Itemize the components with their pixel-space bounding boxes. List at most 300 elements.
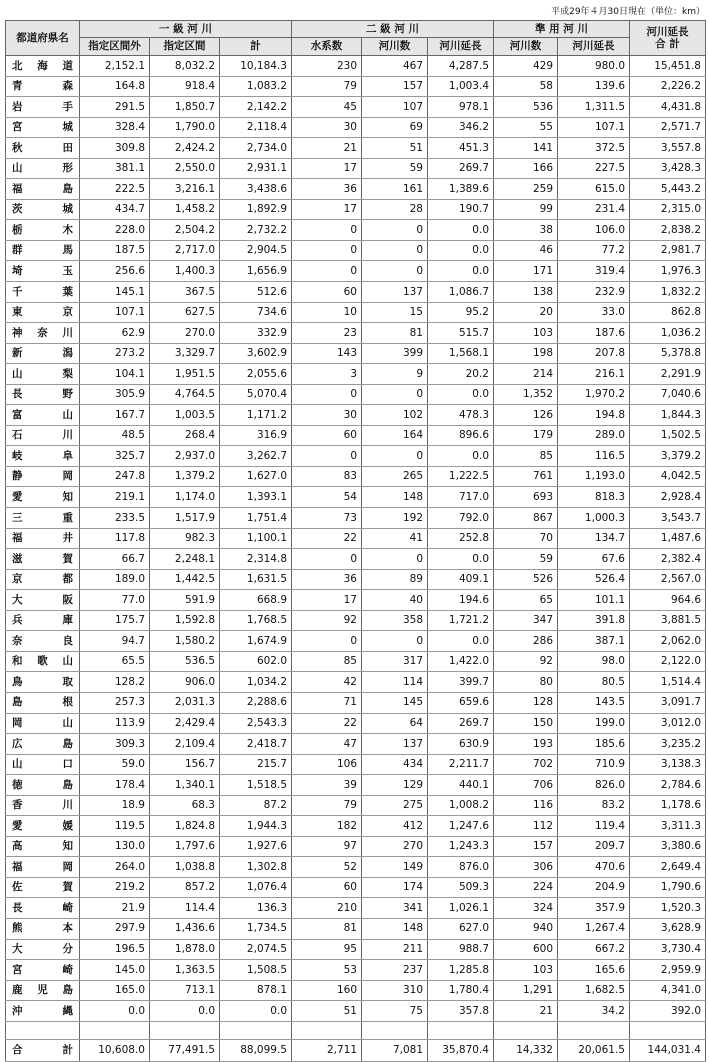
table-cell: 3,216.1 — [150, 179, 220, 200]
table-row — [6, 261, 706, 282]
table-cell — [558, 1021, 630, 1039]
table-cell: 38 — [494, 220, 558, 241]
table-cell: 3,091.7 — [630, 692, 706, 713]
table-cell: 79 — [292, 76, 362, 97]
table-cell: 0 — [362, 240, 428, 261]
table-cell: 22 — [292, 713, 362, 734]
table-cell: 69 — [362, 117, 428, 138]
table-cell: 1,008.2 — [428, 795, 494, 816]
table-cell: 347 — [494, 610, 558, 631]
table-cell: 659.6 — [428, 692, 494, 713]
table-cell: 4,287.5 — [428, 56, 494, 77]
prefecture-name — [6, 1021, 80, 1039]
table-cell: 2,550.0 — [150, 158, 220, 179]
table-cell: 409.1 — [428, 569, 494, 590]
table-cell: 4,341.0 — [630, 980, 706, 1001]
table-cell: 256.6 — [80, 261, 150, 282]
table-cell: 717.0 — [428, 487, 494, 508]
table-cell: 7,081 — [362, 1039, 428, 1061]
table-row — [6, 918, 706, 939]
table-cell: 51 — [292, 1001, 362, 1022]
table-cell: 54 — [292, 487, 362, 508]
table-cell: 2,838.2 — [630, 220, 706, 241]
table-cell: 1,083.2 — [220, 76, 292, 97]
table-row — [6, 199, 706, 220]
table-cell: 1,174.0 — [150, 487, 220, 508]
table-cell: 268.4 — [150, 425, 220, 446]
table-cell: 164.8 — [80, 76, 150, 97]
table-cell: 509.3 — [428, 877, 494, 898]
table-cell: 309.3 — [80, 734, 150, 755]
table-cell: 103 — [494, 960, 558, 981]
table-cell — [362, 1021, 428, 1039]
table-cell: 876.0 — [428, 857, 494, 878]
prefecture-name: 長野 — [6, 384, 80, 405]
table-row — [6, 56, 706, 77]
table-cell: 9 — [362, 364, 428, 385]
table-cell: 144,031.4 — [630, 1039, 706, 1061]
table-cell: 0.0 — [428, 549, 494, 570]
table-cell: 237 — [362, 960, 428, 981]
table-cell: 139.6 — [558, 76, 630, 97]
prefecture-name: 福岡 — [6, 857, 80, 878]
table-cell: 1,790.6 — [630, 877, 706, 898]
table-cell: 0 — [362, 220, 428, 241]
table-cell: 194.8 — [558, 405, 630, 426]
table-cell: 15,451.8 — [630, 56, 706, 77]
table-cell: 2,904.5 — [220, 240, 292, 261]
table-cell: 21.9 — [80, 898, 150, 919]
table-row — [6, 528, 706, 549]
table-cell: 1,442.5 — [150, 569, 220, 590]
table-row — [6, 898, 706, 919]
table-row — [6, 508, 706, 529]
table-cell: 2,429.4 — [150, 713, 220, 734]
header-prefecture: 都道府県名 — [6, 21, 80, 56]
table-cell: 512.6 — [220, 282, 292, 303]
table-cell: 165.0 — [80, 980, 150, 1001]
table-cell: 77.0 — [80, 590, 150, 611]
table-cell: 434 — [362, 754, 428, 775]
table-cell: 1,832.2 — [630, 282, 706, 303]
prefecture-name: 山梨 — [6, 364, 80, 385]
table-cell: 128.2 — [80, 672, 150, 693]
table-cell: 3,730.4 — [630, 939, 706, 960]
table-cell: 2,315.0 — [630, 199, 706, 220]
table-cell: 83.2 — [558, 795, 630, 816]
table-cell: 106 — [292, 754, 362, 775]
table-cell: 3,329.7 — [150, 343, 220, 364]
table-cell — [150, 1021, 220, 1039]
prefecture-name: 熊本 — [6, 918, 80, 939]
table-cell: 2,717.0 — [150, 240, 220, 261]
table-cell — [494, 1021, 558, 1039]
table-cell: 141 — [494, 138, 558, 159]
table-cell: 0 — [362, 261, 428, 282]
table-cell: 137 — [362, 734, 428, 755]
table-cell: 2,031.3 — [150, 692, 220, 713]
table-cell: 106.0 — [558, 220, 630, 241]
table-cell: 878.1 — [220, 980, 292, 1001]
table-cell: 0 — [292, 384, 362, 405]
table-cell: 2,543.3 — [220, 713, 292, 734]
table-cell: 60 — [292, 282, 362, 303]
table-cell: 367.5 — [150, 282, 220, 303]
table-cell: 257.3 — [80, 692, 150, 713]
table-cell: 526 — [494, 569, 558, 590]
table-cell: 23 — [292, 323, 362, 344]
header-class2-rivers: 二 級 河 川 — [292, 21, 494, 38]
table-cell: 3,602.9 — [220, 343, 292, 364]
prefecture-name: 和歌山 — [6, 651, 80, 672]
prefecture-name: 福井 — [6, 528, 80, 549]
table-cell: 2,152.1 — [80, 56, 150, 77]
table-cell: 387.1 — [558, 631, 630, 652]
table-cell: 1,458.2 — [150, 199, 220, 220]
table-cell: 5,378.8 — [630, 343, 706, 364]
table-cell: 119.5 — [80, 816, 150, 837]
table-cell: 216.1 — [558, 364, 630, 385]
table-cell: 1,285.8 — [428, 960, 494, 981]
table-row — [6, 610, 706, 631]
table-cell: 214 — [494, 364, 558, 385]
table-cell: 15 — [362, 302, 428, 323]
table-cell: 357.9 — [558, 898, 630, 919]
table-cell: 21 — [292, 138, 362, 159]
table-cell: 40 — [362, 590, 428, 611]
table-row — [6, 364, 706, 385]
table-cell: 0.0 — [428, 384, 494, 405]
header-quasi-rivers: 準 用 河 川 — [494, 21, 630, 38]
table-cell: 104.1 — [80, 364, 150, 385]
table-cell: 0.0 — [220, 1001, 292, 1022]
table-row — [6, 158, 706, 179]
table-cell: 1,243.3 — [428, 836, 494, 857]
table-cell: 1,267.4 — [558, 918, 630, 939]
table-cell: 231.4 — [558, 199, 630, 220]
table-cell: 194.6 — [428, 590, 494, 611]
table-cell: 0 — [292, 446, 362, 467]
table-cell: 164 — [362, 425, 428, 446]
table-cell: 175.7 — [80, 610, 150, 631]
table-cell: 988.7 — [428, 939, 494, 960]
table-cell: 62.9 — [80, 323, 150, 344]
table-cell: 391.8 — [558, 610, 630, 631]
table-cell: 434.7 — [80, 199, 150, 220]
table-cell: 3,138.3 — [630, 754, 706, 775]
table-cell: 179 — [494, 425, 558, 446]
table-cell: 3,311.3 — [630, 816, 706, 837]
prefecture-name: 新潟 — [6, 343, 80, 364]
prefecture-name: 千葉 — [6, 282, 80, 303]
table-cell: 2,109.4 — [150, 734, 220, 755]
table-cell: 982.3 — [150, 528, 220, 549]
header-class1-rivers: 一 級 河 川 — [80, 21, 292, 38]
table-row — [6, 775, 706, 796]
table-cell: 1,514.4 — [630, 672, 706, 693]
table-cell: 89 — [362, 569, 428, 590]
table-cell: 526.4 — [558, 569, 630, 590]
table-cell: 4,764.5 — [150, 384, 220, 405]
table-cell: 269.7 — [428, 158, 494, 179]
prefecture-name: 宮崎 — [6, 960, 80, 981]
table-cell: 2,931.1 — [220, 158, 292, 179]
table-cell: 157 — [494, 836, 558, 857]
table-cell: 30 — [292, 117, 362, 138]
table-cell: 440.1 — [428, 775, 494, 796]
table-cell: 157 — [362, 76, 428, 97]
table-row — [6, 240, 706, 261]
table-row — [6, 425, 706, 446]
table-cell: 668.9 — [220, 590, 292, 611]
table-cell: 64 — [362, 713, 428, 734]
table-row — [6, 343, 706, 364]
table-cell: 1,340.1 — [150, 775, 220, 796]
table-cell: 7,040.6 — [630, 384, 706, 405]
table-cell: 95.2 — [428, 302, 494, 323]
table-cell: 3,543.7 — [630, 508, 706, 529]
unit-note: 平成29年４月30日現在（単位：km） — [551, 7, 705, 17]
table-cell: 1,422.0 — [428, 651, 494, 672]
table-cell: 130.0 — [80, 836, 150, 857]
prefecture-name: 東京 — [6, 302, 80, 323]
table-cell: 97 — [292, 836, 362, 857]
table-cell: 1,682.5 — [558, 980, 630, 1001]
prefecture-name: 佐賀 — [6, 877, 80, 898]
prefecture-name: 山形 — [6, 158, 80, 179]
table-cell: 112 — [494, 816, 558, 837]
table-cell: 1,656.9 — [220, 261, 292, 282]
table-cell: 1,631.5 — [220, 569, 292, 590]
blank-row — [6, 1021, 706, 1039]
table-cell: 2,248.1 — [150, 549, 220, 570]
prefecture-name: 滋賀 — [6, 549, 80, 570]
table-cell: 2,504.2 — [150, 220, 220, 241]
table-row — [6, 384, 706, 405]
table-row — [6, 302, 706, 323]
table-cell: 117.8 — [80, 528, 150, 549]
table-cell: 17 — [292, 199, 362, 220]
prefecture-name: 愛媛 — [6, 816, 80, 837]
table-cell: 145.0 — [80, 960, 150, 981]
table-cell: 215.7 — [220, 754, 292, 775]
table-cell: 1,100.1 — [220, 528, 292, 549]
table-cell: 36 — [292, 179, 362, 200]
table-cell: 41 — [362, 528, 428, 549]
table-cell: 36 — [292, 569, 362, 590]
river-length-table — [5, 20, 706, 1062]
table-row — [6, 76, 706, 97]
table-cell: 4,042.5 — [630, 466, 706, 487]
table-row — [6, 97, 706, 118]
table-cell: 0.0 — [428, 240, 494, 261]
table-cell: 192 — [362, 508, 428, 529]
table-cell: 10,184.3 — [220, 56, 292, 77]
prefecture-name: 北海道 — [6, 56, 80, 77]
table-cell: 818.3 — [558, 487, 630, 508]
prefecture-name: 岩手 — [6, 97, 80, 118]
table-cell: 0.0 — [428, 631, 494, 652]
table-cell: 3,438.6 — [220, 179, 292, 200]
table-cell: 1,003.5 — [150, 405, 220, 426]
table-cell: 341 — [362, 898, 428, 919]
prefecture-name: 青森 — [6, 76, 80, 97]
table-cell: 1,400.3 — [150, 261, 220, 282]
table-cell: 761 — [494, 466, 558, 487]
table-cell: 85 — [292, 651, 362, 672]
table-cell: 1,436.6 — [150, 918, 220, 939]
table-cell: 1,592.8 — [150, 610, 220, 631]
table-cell: 259 — [494, 179, 558, 200]
table-cell: 3,881.5 — [630, 610, 706, 631]
prefecture-name: 長崎 — [6, 898, 80, 919]
table-cell: 317 — [362, 651, 428, 672]
prefecture-name: 香川 — [6, 795, 80, 816]
table-cell: 167.7 — [80, 405, 150, 426]
table-cell: 3,012.0 — [630, 713, 706, 734]
prefecture-name: 広島 — [6, 734, 80, 755]
table-cell: 734.6 — [220, 302, 292, 323]
table-row — [6, 836, 706, 857]
table-cell: 85 — [494, 446, 558, 467]
table-cell: 1,086.7 — [428, 282, 494, 303]
table-cell: 137 — [362, 282, 428, 303]
prefecture-name: 愛知 — [6, 487, 80, 508]
table-cell: 190.7 — [428, 199, 494, 220]
table-body — [6, 56, 706, 1062]
table-cell: 116 — [494, 795, 558, 816]
table-cell: 193 — [494, 734, 558, 755]
table-cell: 60 — [292, 425, 362, 446]
table-cell: 103 — [494, 323, 558, 344]
table-cell: 199.0 — [558, 713, 630, 734]
table-cell: 615.0 — [558, 179, 630, 200]
table-cell: 1,171.2 — [220, 405, 292, 426]
header-sub: 水系数 — [292, 38, 362, 56]
table-cell: 1,076.4 — [220, 877, 292, 898]
prefecture-name: 富山 — [6, 405, 80, 426]
table-cell: 17 — [292, 590, 362, 611]
table-cell: 0.0 — [80, 1001, 150, 1022]
table-cell: 429 — [494, 56, 558, 77]
table-cell: 381.1 — [80, 158, 150, 179]
table-cell: 2,959.9 — [630, 960, 706, 981]
table-row — [6, 754, 706, 775]
table-cell: 59.0 — [80, 754, 150, 775]
table-cell: 224 — [494, 877, 558, 898]
table-row — [6, 179, 706, 200]
table-cell — [220, 1021, 292, 1039]
table-cell: 265 — [362, 466, 428, 487]
table-cell: 1,951.5 — [150, 364, 220, 385]
table-cell: 3,428.3 — [630, 158, 706, 179]
table-cell: 107 — [362, 97, 428, 118]
table-cell: 30 — [292, 405, 362, 426]
table-cell: 2,567.0 — [630, 569, 706, 590]
table-cell: 233.5 — [80, 508, 150, 529]
prefecture-name: 鹿児島 — [6, 980, 80, 1001]
table-cell: 2,784.6 — [630, 775, 706, 796]
table-cell: 357.8 — [428, 1001, 494, 1022]
prefecture-name: 大分 — [6, 939, 80, 960]
table-cell: 1,291 — [494, 980, 558, 1001]
table-cell: 1,790.0 — [150, 117, 220, 138]
table-cell: 1,508.5 — [220, 960, 292, 981]
table-cell: 136.3 — [220, 898, 292, 919]
table-cell: 1,844.3 — [630, 405, 706, 426]
table-cell — [630, 1021, 706, 1039]
table-cell: 187.5 — [80, 240, 150, 261]
table-cell: 372.5 — [558, 138, 630, 159]
table-cell: 862.8 — [630, 302, 706, 323]
prefecture-name: 三重 — [6, 508, 80, 529]
prefecture-name: 宮城 — [6, 117, 80, 138]
table-cell: 2,314.8 — [220, 549, 292, 570]
table-cell: 1,674.9 — [220, 631, 292, 652]
prefecture-name: 兵庫 — [6, 610, 80, 631]
table-row — [6, 446, 706, 467]
table-cell: 286 — [494, 631, 558, 652]
table-cell: 291.5 — [80, 97, 150, 118]
table-cell: 70 — [494, 528, 558, 549]
prefecture-name: 茨城 — [6, 199, 80, 220]
table-cell — [428, 1021, 494, 1039]
table-cell: 2,142.2 — [220, 97, 292, 118]
table-cell: 1,311.5 — [558, 97, 630, 118]
table-cell: 399 — [362, 343, 428, 364]
table-cell: 211 — [362, 939, 428, 960]
table-cell: 80.5 — [558, 672, 630, 693]
table-cell: 107.1 — [558, 117, 630, 138]
table-cell: 2,288.6 — [220, 692, 292, 713]
table-cell: 2,928.4 — [630, 487, 706, 508]
table-cell: 58 — [494, 76, 558, 97]
table-cell: 73 — [292, 508, 362, 529]
table-cell: 8,032.2 — [150, 56, 220, 77]
table-cell: 0 — [292, 240, 362, 261]
table-cell: 42 — [292, 672, 362, 693]
table-cell: 270.0 — [150, 323, 220, 344]
table-cell: 2,571.7 — [630, 117, 706, 138]
table-cell: 706 — [494, 775, 558, 796]
prefecture-name: 岡山 — [6, 713, 80, 734]
table-cell: 114.4 — [150, 898, 220, 919]
table-cell: 0.0 — [150, 1001, 220, 1022]
table-cell: 178.4 — [80, 775, 150, 796]
table-cell: 273.2 — [80, 343, 150, 364]
table-row — [6, 1001, 706, 1022]
table-cell: 75 — [362, 1001, 428, 1022]
table-cell: 1,518.5 — [220, 775, 292, 796]
table-cell: 1,976.3 — [630, 261, 706, 282]
table-cell: 328.4 — [80, 117, 150, 138]
table-cell: 3,262.7 — [220, 446, 292, 467]
table-cell: 160 — [292, 980, 362, 1001]
table-cell: 602.0 — [220, 651, 292, 672]
table-cell: 67.6 — [558, 549, 630, 570]
table-cell: 39 — [292, 775, 362, 796]
table-cell: 35,870.4 — [428, 1039, 494, 1061]
table-cell: 2,649.4 — [630, 857, 706, 878]
table-cell: 2,055.6 — [220, 364, 292, 385]
table-cell: 310 — [362, 980, 428, 1001]
table-cell: 1,627.0 — [220, 466, 292, 487]
table-cell: 2,418.7 — [220, 734, 292, 755]
header-sub: 計 — [220, 38, 292, 56]
table-cell: 52 — [292, 857, 362, 878]
table-cell: 2,118.4 — [220, 117, 292, 138]
prefecture-name: 岐阜 — [6, 446, 80, 467]
